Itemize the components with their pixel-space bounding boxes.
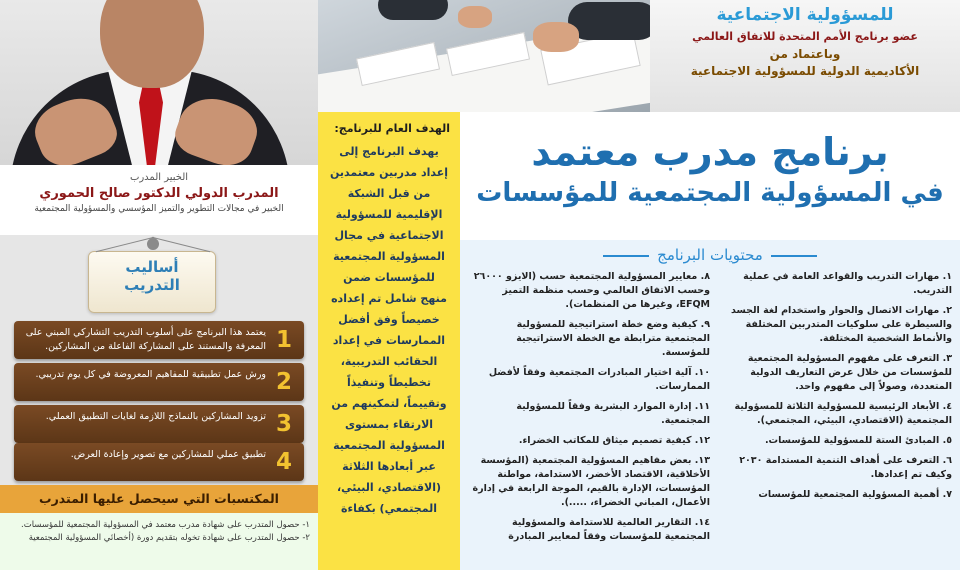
accreditation-box — [650, 0, 960, 112]
header-line2: عضو برنامج الأمم المتحدة للاتفاق العالمي — [692, 30, 918, 43]
goal-body: يهدف البرنامج إلى إعداد مدربين معتمدين من قبل الشبكة الإقليمية للمسؤولية الاجتماعية في مجال المسؤولية المجتمعية للمؤسسات ضمن منهج شامل تم إعداده خصيصاً وفق أفضل الممارسات في إعداد الحقائب التدريبية، تخطيطاً وتنفيذاً وتقييماً، لتمكينهم من الارتقاء بمستوى المسؤولية المجتمعية عبر أبعادها الثلاثة (الاقتصادي، البيئي، المجتمعي) بكفاءة — [330, 145, 448, 515]
contents-title: محتويات البرنامج — [657, 246, 763, 264]
acquisition-item: ٢- حصول المتدرب على شهادة تخوله بتقديم دورة (أخصائي المسؤولية المجتمعية — [28, 533, 310, 543]
methods-title-line2: التدريب — [124, 276, 180, 294]
method-item — [14, 405, 304, 443]
program-title — [460, 112, 960, 240]
contents-item: ٢. مهارات الاتصال والحوار واستخدام لغة الجسد والسيطرة على سلوكيات المتدربين المختلفة والأنماط الشخصية المختلفة. — [730, 305, 952, 344]
meeting-photo — [318, 0, 650, 112]
contents-item: ٨. معايير المسؤولية المجتمعية حسب (الايزو ٢٦٠٠٠ وحسب الاتفاق العالمي وحسب منظمة التميز EFQM، وغيرها من المنظمات). — [473, 271, 710, 310]
acquisition-item: ١- حصول المتدرب على شهادة مدرب معتمد في المسؤولية المجتمعية للمؤسسات. — [21, 520, 310, 530]
training-methods — [0, 235, 318, 485]
method-number: 3 — [275, 411, 292, 437]
method-item — [14, 321, 304, 359]
method-text: يعتمد هذا البرنامج على أسلوب التدريب التشاركي المبني على المعرفة والمستند على المشاركة الفاعلة من المشاركين. — [25, 327, 266, 352]
program-contents — [460, 240, 960, 570]
contents-item: ٣. التعرف على مفهوم المسؤولية المجتمعية للمؤسسات من خلال عرض التعاريف الدولية المتعددة، وصولاً إلى مفهوم واحد. — [747, 353, 952, 392]
contents-item: ١. مهارات التدريب والقواعد العامة في عملية التدريب. — [743, 271, 952, 296]
trainer-portrait — [0, 0, 318, 165]
method-text: تطبيق عملي للمشاركين مع تصوير وإعادة العرض. — [70, 449, 266, 460]
expert-info — [0, 165, 318, 235]
contents-item: ١١. إدارة الموارد البشرية وفقاً للمسؤولية المجتمعية. — [516, 401, 710, 426]
contents-column-left — [470, 270, 710, 550]
contents-item: ١٤. التقارير العالمية للاستدامة والمسؤولية المجتمعية للمؤسسات وفقاً لمعايير المبادرة — [508, 517, 710, 542]
title-line1: برنامج مدرب معتمد — [531, 130, 889, 174]
title-line2: في المسؤولية المجتمعية للمؤسسات — [476, 178, 944, 208]
acquisitions-title: المكتسبات التي سيحصل عليها المتدرب — [0, 485, 318, 513]
contents-column-right — [722, 270, 952, 508]
method-item — [14, 363, 304, 401]
method-text: تزويد المشاركين بالنماذج اللازمة لغايات التطبيق العملي. — [45, 411, 266, 422]
pin-icon — [147, 238, 159, 250]
goal-title: الهدف العام للبرنامج: — [334, 122, 450, 135]
method-item — [14, 443, 304, 481]
contents-item: ٧. أهمية المسؤولية المجتمعية للمؤسسات — [758, 489, 952, 500]
contents-item: ٥. المبادئ الستة للمسؤولية للمؤسسات. — [764, 435, 952, 446]
expert-description: الخبير في مجالات التطوير والتميز المؤسسي والمسؤولية المجتمعية — [34, 204, 284, 214]
contents-item: ٩. كيفية وضع خطة استراتيجية للمسؤولية المجتمعية مترابطة مع الخطة الاستراتيجية للمؤسسة. — [516, 319, 710, 358]
contents-item: ١٣. بعض مفاهيم المسؤولية المجتمعية (المؤسسة الأخلاقية، الاقتصاد الأخضر، الاستدامة، مواطنة المؤسسات، الإدارة بالقيم، الموجة الرابعة في إدارة الأعمال، المباني الخضراء، .....). — [472, 455, 710, 508]
expert-label: الخبير المدرب — [129, 172, 189, 183]
header — [318, 0, 960, 112]
contents-item: ٦. التعرف على أهداف التنمية المستدامة ٢٠٣٠ وكيف تم إعدادها. — [739, 455, 952, 480]
method-text: ورش عمل تطبيقية للمفاهيم المعروضة في كل يوم تدريبي. — [35, 369, 266, 380]
contents-item: ١٢. كيفية تصميم ميثاق للمكاتب الخضراء. — [518, 435, 710, 446]
header-line3: وباعتماد من — [769, 47, 841, 61]
methods-title-line1: أساليب — [125, 258, 179, 276]
contents-item: ١٠. آلية اختيار المبادرات المجتمعية وفقاً لأفضل الممارسات. — [488, 367, 710, 392]
program-goal — [318, 112, 460, 570]
header-line1: للمسؤولية الاجتماعية — [716, 5, 894, 25]
method-number: 1 — [275, 327, 292, 353]
methods-sign — [88, 251, 216, 313]
contents-heading — [460, 246, 960, 264]
left-sidebar — [0, 0, 318, 570]
method-number: 2 — [275, 369, 292, 395]
expert-name: المدرب الدولي الدكتور صالح الحموري — [39, 186, 279, 201]
method-number: 4 — [275, 449, 292, 475]
acquisitions-list — [0, 513, 318, 570]
header-line4: الأكاديمية الدولية للمسؤولية الاجتماعية — [690, 64, 920, 78]
contents-item: ٤. الأبعاد الرئيسية للمسؤولية الثلاثة للمسؤولية المجتمعية (الاقتصادي، البيئي، المجتمعي). — [734, 401, 952, 426]
